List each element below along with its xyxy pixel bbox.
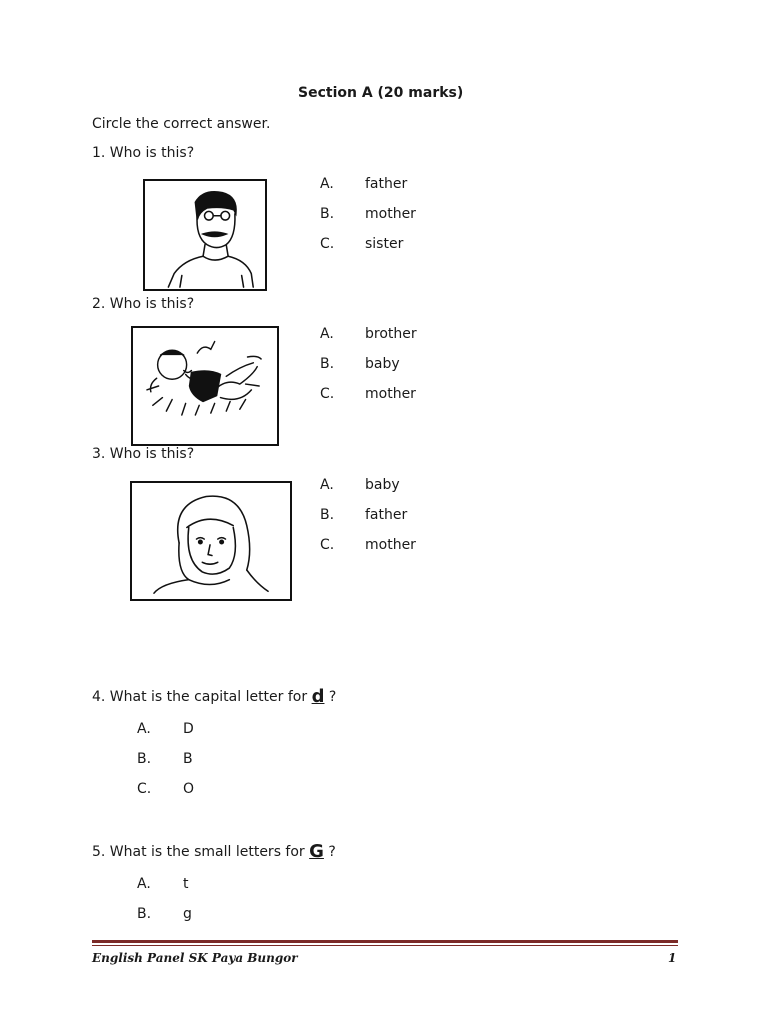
option-text: father <box>365 176 408 192</box>
question-5-prompt <box>92 843 336 861</box>
footer-text: English Panel SK Paya Bungor <box>92 951 298 965</box>
section-title: Section A (20 marks) <box>298 85 464 101</box>
page-number: 1 <box>668 951 677 965</box>
option-letter: A. <box>137 876 151 892</box>
option-letter: A. <box>320 326 334 342</box>
option-text: baby <box>365 477 400 493</box>
option-letter: C. <box>137 781 152 797</box>
option-text: sister <box>365 236 404 252</box>
option-letter: B. <box>137 751 152 767</box>
option-text: O <box>183 781 195 797</box>
option-text: t <box>183 876 189 892</box>
instruction-text: Circle the correct answer. <box>92 116 271 132</box>
question-4-text: 4. What is the capital letter for <box>92 689 308 705</box>
baby-picture <box>131 326 279 446</box>
option-text: mother <box>365 386 416 402</box>
question-4-suffix: ? <box>328 689 337 705</box>
option-letter: C. <box>320 236 335 252</box>
question-4-letter: d <box>311 686 325 707</box>
option-letter: A. <box>320 176 334 192</box>
question-5-text: 5. What is the small letters for <box>92 844 305 860</box>
footer-rule-thin <box>92 945 678 946</box>
option-text: D <box>183 721 194 737</box>
option-text: father <box>365 507 408 523</box>
option-letter: C. <box>320 386 335 402</box>
question-3-prompt: 3. Who is this? <box>92 446 195 462</box>
question-4-prompt <box>92 688 336 706</box>
option-text: mother <box>365 206 416 222</box>
option-letter: A. <box>137 721 151 737</box>
question-5-suffix: ? <box>328 844 336 860</box>
mother-picture <box>130 481 292 601</box>
option-letter: B. <box>320 356 335 372</box>
option-letter: C. <box>320 537 335 553</box>
question-5-letter: G <box>309 841 324 862</box>
option-letter: A. <box>320 477 334 493</box>
footer-rule <box>92 940 678 943</box>
option-letter: B. <box>320 206 335 222</box>
option-text: g <box>183 906 192 922</box>
option-text: baby <box>365 356 400 372</box>
option-text: brother <box>365 326 417 342</box>
question-2-prompt: 2. Who is this? <box>92 296 195 312</box>
father-picture <box>143 179 267 291</box>
option-letter: B. <box>137 906 152 922</box>
option-text: mother <box>365 537 416 553</box>
option-text: B <box>183 751 193 767</box>
option-letter: B. <box>320 507 335 523</box>
question-1-prompt: 1. Who is this? <box>92 145 195 161</box>
